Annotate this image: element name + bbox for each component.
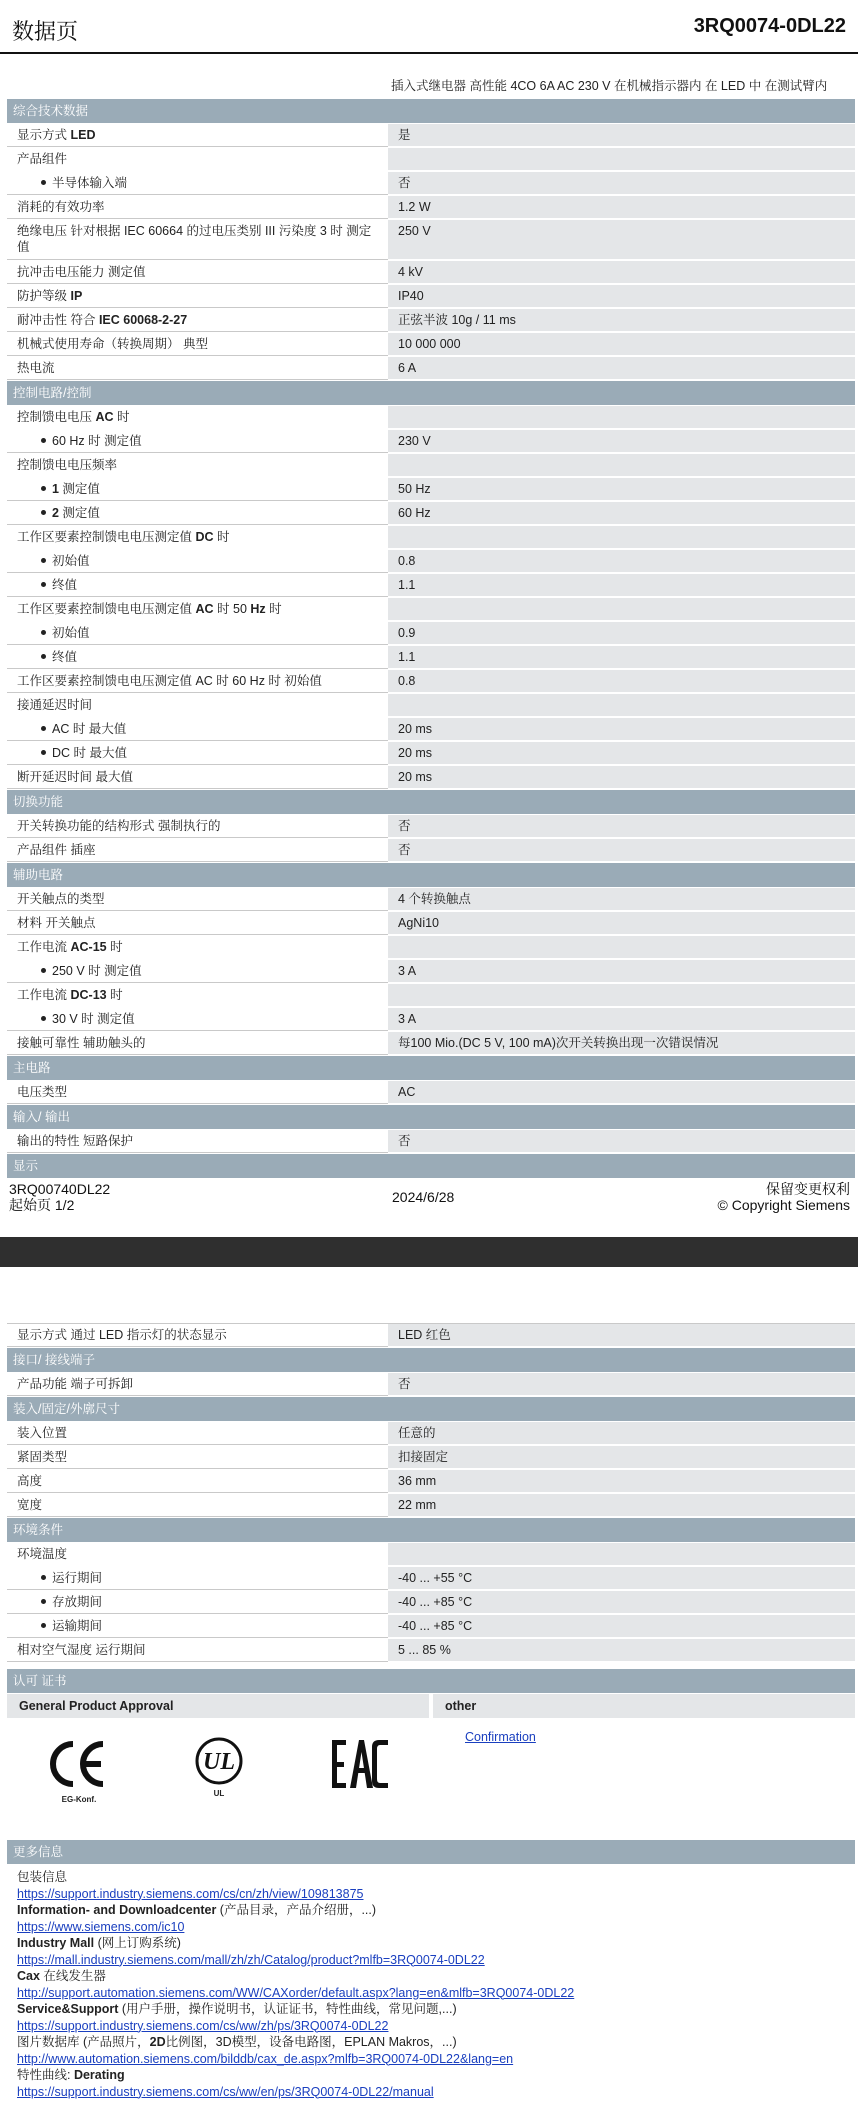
spec-label [7, 622, 388, 645]
spec-value: 4 个转换触点 [388, 888, 855, 911]
spec-label [7, 1591, 388, 1614]
more-info-link[interactable]: https://support.industry.siemens.com/cs/cn/zh/view/109813875 [17, 1886, 364, 1901]
footer-page-number: 起始页 1/2 [9, 1197, 75, 1213]
spec-value: 6 A [388, 357, 855, 380]
bullet-icon [41, 1599, 46, 1604]
spec-label [7, 1567, 388, 1590]
section-header: 装入/固定/外廓尺寸 [7, 1397, 855, 1422]
spec-row [7, 694, 855, 718]
spec-label-part: 机械式使用寿命（转换周期） 典型 [17, 337, 208, 351]
spec-label [7, 694, 388, 717]
section-header: 输入/ 输出 [7, 1105, 855, 1130]
spec-label-part: 工作电流 [17, 940, 71, 954]
bullet-icon [41, 582, 46, 587]
spec-label [7, 220, 388, 260]
spec-row [7, 1639, 855, 1663]
spec-value: 扣接固定 [388, 1446, 855, 1469]
more-info-label [17, 1902, 845, 1919]
ul-mark-icon [194, 1736, 250, 1806]
page-title: 数据页 [12, 19, 79, 44]
spec-label-part: AC [195, 602, 214, 616]
spec-label [7, 333, 388, 356]
spec-label [7, 815, 388, 838]
spec-value: 0.8 [388, 550, 855, 573]
spec-table-page-2 [7, 1323, 855, 1663]
section-header: 综合技术数据 [7, 99, 855, 124]
spec-label [7, 984, 388, 1007]
spec-label [7, 574, 388, 597]
spec-value [388, 526, 855, 549]
spec-label-part: AC 时 最大值 [52, 722, 127, 736]
spec-row [7, 502, 855, 526]
spec-label [7, 1373, 388, 1396]
spec-label-part: 输出的特性 短路保护 [17, 1134, 133, 1148]
spec-label-part: 终值 [52, 578, 78, 592]
spec-label [7, 888, 388, 911]
spec-row [7, 960, 855, 984]
spec-label-part: 材料 开关触点 [17, 916, 96, 930]
spec-value: 否 [388, 172, 855, 195]
spec-value: 每100 Mio.(DC 5 V, 100 mA)次开关转换出现一次错误情况 [388, 1032, 855, 1055]
spec-row [7, 261, 855, 285]
spec-label-part: 工作区要素控制馈电电压测定值 [17, 602, 196, 616]
spec-value: LED 红色 [388, 1324, 855, 1347]
ce-mark-icon [49, 1736, 109, 1806]
bullet-icon [41, 438, 46, 443]
spec-row [7, 718, 855, 742]
spec-row [7, 1446, 855, 1470]
more-info-link[interactable]: https://support.industry.siemens.com/cs/ww/zh/ps/3RQ0074-0DL22 [17, 2018, 389, 2033]
section-header: 显示 [7, 1154, 855, 1179]
spec-value: 否 [388, 815, 855, 838]
spec-label [7, 1470, 388, 1493]
footer-right [718, 1181, 850, 1213]
bullet-icon [41, 750, 46, 755]
more-info-link[interactable]: http://support.automation.siemens.com/WW/CAXorder/default.aspx?lang=en&mlfb=3RQ0074-0DL22 [17, 1985, 575, 2000]
spec-label-part: 耐冲击性 符合 [17, 313, 99, 327]
spec-row [7, 839, 855, 863]
more-info-link[interactable]: https://support.industry.siemens.com/cs/ww/en/ps/3RQ0074-0DL22/manual [17, 2084, 434, 2099]
spec-label [7, 742, 388, 765]
spec-label [7, 1130, 388, 1153]
spec-row [7, 1494, 855, 1518]
spec-label-part: 终值 [52, 650, 78, 664]
spec-row [7, 172, 855, 196]
spec-label-part: 消耗的有效功率 [17, 200, 105, 214]
spec-label [7, 912, 388, 935]
section-header: 切换功能 [7, 790, 855, 815]
spec-value: 1.2 W [388, 196, 855, 219]
spec-label-part: 防护等级 [17, 289, 71, 303]
spec-label-part: 开关转换功能的结构形式 强制执行的 [17, 819, 221, 833]
spec-label-part: IEC 60068-2-27 [98, 313, 188, 327]
spec-value [388, 598, 855, 621]
bullet-icon [41, 1016, 46, 1021]
spec-value [388, 984, 855, 1007]
spec-label-part: 热电流 [17, 361, 55, 375]
spec-label-part: AC-15 [70, 940, 107, 954]
cert-column-other: other [433, 1694, 855, 1718]
more-info-label [17, 1968, 845, 1985]
more-info-label-part: Service&Support [17, 2002, 119, 2016]
more-info-label-part: 比例图，3D模型，设备电路图，EPLAN Makros，...) [165, 2035, 457, 2049]
more-info-label-part: (产品目录，产品介绍册，...) [216, 1903, 377, 1917]
spec-label-part: 初始值 [52, 554, 90, 568]
more-info-label [17, 1935, 845, 1952]
spec-value: 4 kV [388, 261, 855, 284]
spec-label-part: 时 [213, 530, 230, 544]
bullet-icon [41, 180, 46, 185]
spec-label [7, 1081, 388, 1104]
bullet-icon [41, 510, 46, 515]
spec-label-part: 运行期间 [52, 1571, 103, 1585]
spec-row [7, 670, 855, 694]
spec-label [7, 550, 388, 573]
spec-label [7, 406, 388, 429]
spec-label [7, 196, 388, 219]
spec-value: AgNi10 [388, 912, 855, 935]
spec-value: 36 mm [388, 1470, 855, 1493]
spec-label-part: 工作电流 [17, 988, 71, 1002]
more-info-link[interactable]: https://mall.industry.siemens.com/mall/zh/zh/Catalog/product?mlfb=3RQ0074-0DL22 [17, 1952, 485, 1967]
ul-mark-label: UL [213, 1789, 225, 1798]
spec-label [7, 1032, 388, 1055]
spec-row [7, 1373, 855, 1397]
spec-row [7, 196, 855, 220]
spec-table-page-1 [7, 99, 855, 1179]
certificate-logos [7, 1718, 855, 1853]
spec-row [7, 1567, 855, 1591]
spec-row [7, 357, 855, 381]
bullet-icon [41, 726, 46, 731]
spec-label-part: 绝缘电压 针对根据 IEC 60664 的过电压类别 III 污染度 3 时 测定值 [17, 224, 372, 254]
spec-label [7, 430, 388, 453]
spec-row [7, 1032, 855, 1056]
spec-label [7, 502, 388, 525]
spec-value: 1.1 [388, 646, 855, 669]
page-header [0, 0, 858, 56]
spec-label-part: 装入位置 [17, 1426, 68, 1440]
spec-label-part: 时 [113, 410, 130, 424]
spec-label-part: 显示方式 [17, 128, 71, 142]
spec-value: 否 [388, 839, 855, 862]
spec-value: -40 ... +85 °C [388, 1591, 855, 1614]
spec-value [388, 936, 855, 959]
footer-rights: 保留变更权利 [766, 1181, 850, 1197]
spec-label [7, 960, 388, 983]
spec-label-part: 运输期间 [52, 1619, 103, 1633]
spec-label [7, 172, 388, 195]
spec-label [7, 1422, 388, 1445]
spec-label-part: 60 Hz 时 测定值 [52, 434, 142, 448]
spec-row [7, 478, 855, 502]
spec-label [7, 766, 388, 789]
spec-row [7, 815, 855, 839]
spec-label [7, 839, 388, 862]
spec-value: 5 ... 85 % [388, 1639, 855, 1662]
spec-value: 任意的 [388, 1422, 855, 1445]
cert-column-general: General Product Approval [7, 1694, 429, 1718]
bullet-icon [41, 654, 46, 659]
spec-label-part: 工作区要素控制馈电电压测定值 AC 时 60 Hz 时 初始值 [17, 674, 322, 688]
page-2 [0, 1267, 858, 2126]
spec-value: 否 [388, 1373, 855, 1396]
spec-label [7, 1639, 388, 1662]
header-rule [0, 52, 858, 54]
more-info-section [7, 1840, 855, 2104]
footer-left [9, 1181, 110, 1213]
spec-value: -40 ... +55 °C [388, 1567, 855, 1590]
spec-row [7, 1422, 855, 1446]
spec-label [7, 670, 388, 693]
spec-label-part: 测定值 [58, 482, 100, 496]
spec-label-part: 断开延迟时间 最大值 [17, 770, 133, 784]
spec-label-part: DC [195, 530, 214, 544]
more-info-label-part: 在线发生器 [39, 1969, 106, 1983]
section-header: 控制电路/控制 [7, 381, 855, 406]
spec-label [7, 478, 388, 501]
spec-label-part: AC [95, 410, 114, 424]
spec-value: AC [388, 1081, 855, 1104]
bullet-icon [41, 630, 46, 635]
spec-row [7, 622, 855, 646]
product-code: 3RQ0074-0DL22 [693, 15, 846, 37]
page-break [0, 1237, 858, 1267]
spec-value: 50 Hz [388, 478, 855, 501]
spec-label-part: 半导体输入端 [52, 176, 128, 190]
spec-label-part: 控制馈电电压 [17, 410, 96, 424]
page-footer [0, 1173, 858, 1213]
section-header-more-info: 更多信息 [7, 1840, 855, 1865]
spec-label-part: 显示方式 通过 LED 指示灯的状态显示 [17, 1328, 227, 1342]
spec-value: 0.8 [388, 670, 855, 693]
bullet-icon [41, 1623, 46, 1628]
more-info-label-part: 2D [149, 2035, 166, 2049]
spec-label [7, 454, 388, 477]
spec-value: 3 A [388, 960, 855, 983]
spec-value: 0.9 [388, 622, 855, 645]
spec-label-part: 时 [106, 940, 123, 954]
spec-row [7, 1130, 855, 1154]
more-info-label-part: 图片数据库 (产品照片， [17, 2035, 150, 2049]
spec-label-part: 工作区要素控制馈电电压测定值 [17, 530, 196, 544]
ce-mark-label: EG-Konf. [61, 1795, 97, 1804]
more-info-label-part: (网上订购系统) [94, 1936, 181, 1950]
spec-value: 10 000 000 [388, 333, 855, 356]
spec-value: IP40 [388, 285, 855, 308]
spec-row [7, 598, 855, 622]
more-info-label-part: 包装信息 [17, 1870, 68, 1884]
spec-row [7, 984, 855, 1008]
spec-label-part: 时 [265, 602, 282, 616]
spec-label-part: Hz [250, 602, 266, 616]
spec-value [388, 694, 855, 717]
bullet-icon [41, 968, 46, 973]
spec-row [7, 1615, 855, 1639]
spec-row [7, 220, 855, 261]
section-header: 接口/ 接线端子 [7, 1348, 855, 1373]
spec-value [388, 454, 855, 477]
spec-label-part: 电压类型 [17, 1085, 68, 1099]
spec-value: 60 Hz [388, 502, 855, 525]
spec-label-part: 存放期间 [52, 1595, 103, 1609]
section-header: 辅助电路 [7, 863, 855, 888]
spec-label [7, 148, 388, 171]
spec-label [7, 526, 388, 549]
eac-mark-icon [330, 1736, 390, 1796]
spec-label-part: 时 [106, 988, 123, 1002]
more-info-link[interactable]: https://www.siemens.com/ic10 [17, 1919, 185, 1934]
bullet-icon [41, 486, 46, 491]
spec-row [7, 1591, 855, 1615]
spec-row [7, 936, 855, 960]
spec-row [7, 124, 855, 148]
section-header-certificates: 认可 证书 [7, 1669, 855, 1694]
spec-label [7, 309, 388, 332]
more-info-label [17, 2067, 845, 2084]
spec-row [7, 333, 855, 357]
spec-label [7, 1446, 388, 1469]
spec-row [7, 454, 855, 478]
spec-label-part: 宽度 [17, 1498, 43, 1512]
spec-label [7, 1615, 388, 1638]
spec-label [7, 1008, 388, 1031]
spec-value: 22 mm [388, 1494, 855, 1517]
spec-row [7, 1324, 855, 1348]
spec-label [7, 1543, 388, 1566]
bullet-icon [41, 558, 46, 563]
spec-row [7, 1081, 855, 1105]
spec-label-part: 相对空气湿度 运行期间 [17, 1643, 146, 1657]
certificates-section [7, 1669, 855, 1853]
footer-copyright: © Copyright Siemens [717, 1197, 850, 1213]
spec-value [388, 406, 855, 429]
spec-value: 250 V [388, 220, 855, 260]
spec-label-part: 250 V 时 测定值 [52, 964, 142, 978]
spec-row [7, 309, 855, 333]
spec-value: 是 [388, 124, 855, 147]
more-info-label-part: Industry Mall [17, 1936, 95, 1950]
spec-value: 20 ms [388, 742, 855, 765]
spec-label [7, 1324, 388, 1347]
spec-label-part: 紧固类型 [17, 1450, 68, 1464]
spec-label [7, 598, 388, 621]
spec-row [7, 646, 855, 670]
spec-row [7, 742, 855, 766]
spec-label-part: 30 V 时 测定值 [52, 1012, 135, 1026]
spec-value: 3 A [388, 1008, 855, 1031]
more-info-label [17, 2034, 845, 2051]
more-info-link[interactable]: http://www.automation.siemens.com/bilddb/cax_de.aspx?mlfb=3RQ0074-0DL22&lang=en [17, 2051, 514, 2066]
spec-value [388, 148, 855, 171]
spec-label [7, 124, 388, 147]
spec-row [7, 888, 855, 912]
spec-value: 否 [388, 1130, 855, 1153]
spec-label-part: 接触可靠性 辅助触头的 [17, 1036, 146, 1050]
spec-label-part: LED [70, 128, 96, 142]
spec-value: 20 ms [388, 718, 855, 741]
spec-label [7, 936, 388, 959]
spec-row [7, 550, 855, 574]
spec-value: 20 ms [388, 766, 855, 789]
spec-label-part: IP [70, 289, 83, 303]
spec-row [7, 526, 855, 550]
spec-row [7, 148, 855, 172]
spec-label-part: 产品功能 端子可拆卸 [17, 1377, 133, 1391]
spec-label-part: 初始值 [52, 626, 90, 640]
footer-date: 2024/6/28 [392, 1189, 455, 1205]
more-info-list [7, 1865, 855, 2104]
section-header: 环境条件 [7, 1518, 855, 1543]
more-info-label-part: Derating [73, 2068, 125, 2082]
svg-text:UL: UL [203, 1749, 235, 1775]
spec-value: 1.1 [388, 574, 855, 597]
spec-label-part: 测定值 [58, 506, 100, 520]
spec-label-part: 2 [52, 506, 59, 520]
more-info-label-part: (用户手册，操作说明书，认证证书，特性曲线，常见问题,...) [118, 2002, 457, 2016]
spec-row [7, 766, 855, 790]
spec-label-part: 产品组件 [17, 152, 68, 166]
spec-label [7, 646, 388, 669]
spec-label-part: 1 [52, 482, 59, 496]
spec-label-part: 控制馈电电压频率 [17, 458, 118, 472]
spec-value: 正弦半波 10g / 11 ms [388, 309, 855, 332]
spec-value: 230 V [388, 430, 855, 453]
spec-label-part: 环境温度 [17, 1547, 68, 1561]
spec-label [7, 718, 388, 741]
spec-row [7, 406, 855, 430]
spec-label-part: 接通延迟时间 [17, 698, 93, 712]
spec-label-part: 时 50 [213, 602, 251, 616]
section-header: 主电路 [7, 1056, 855, 1081]
spec-row [7, 1543, 855, 1567]
bullet-icon [41, 1575, 46, 1580]
spec-label-part: DC-13 [70, 988, 107, 1002]
footer-order-number: 3RQ00740DL22 [9, 1181, 111, 1197]
confirmation-link[interactable]: Confirmation [465, 1730, 536, 1744]
spec-label [7, 285, 388, 308]
certificates-header-row [7, 1694, 855, 1718]
more-info-label-part: Information- and Downloadcenter [17, 1903, 217, 1917]
more-info-label [17, 2001, 845, 2018]
more-info-label [17, 1869, 845, 1886]
spec-label-part: 高度 [17, 1474, 43, 1488]
more-info-label-part: 特性曲线: [17, 2068, 74, 2082]
spec-label [7, 357, 388, 380]
spec-row [7, 912, 855, 936]
spec-value: -40 ... +85 °C [388, 1615, 855, 1638]
more-info-label-part: Cax [17, 1969, 40, 1983]
spec-label [7, 261, 388, 284]
spec-label-part: 开关触点的类型 [17, 892, 105, 906]
spec-label-part: 抗冲击电压能力 测定值 [17, 265, 146, 279]
product-description: 插入式继电器 高性能 4CO 6A AC 230 V 在机械指示器内 在 LED 中 在测试臂内 [391, 79, 828, 93]
spec-row [7, 1470, 855, 1494]
spec-value [388, 1543, 855, 1566]
spec-label [7, 1494, 388, 1517]
spec-label-part: DC 时 最大值 [52, 746, 128, 760]
spec-row [7, 574, 855, 598]
spec-row [7, 1008, 855, 1032]
spec-label-part: 产品组件 插座 [17, 843, 96, 857]
spec-row [7, 285, 855, 309]
spec-row [7, 430, 855, 454]
